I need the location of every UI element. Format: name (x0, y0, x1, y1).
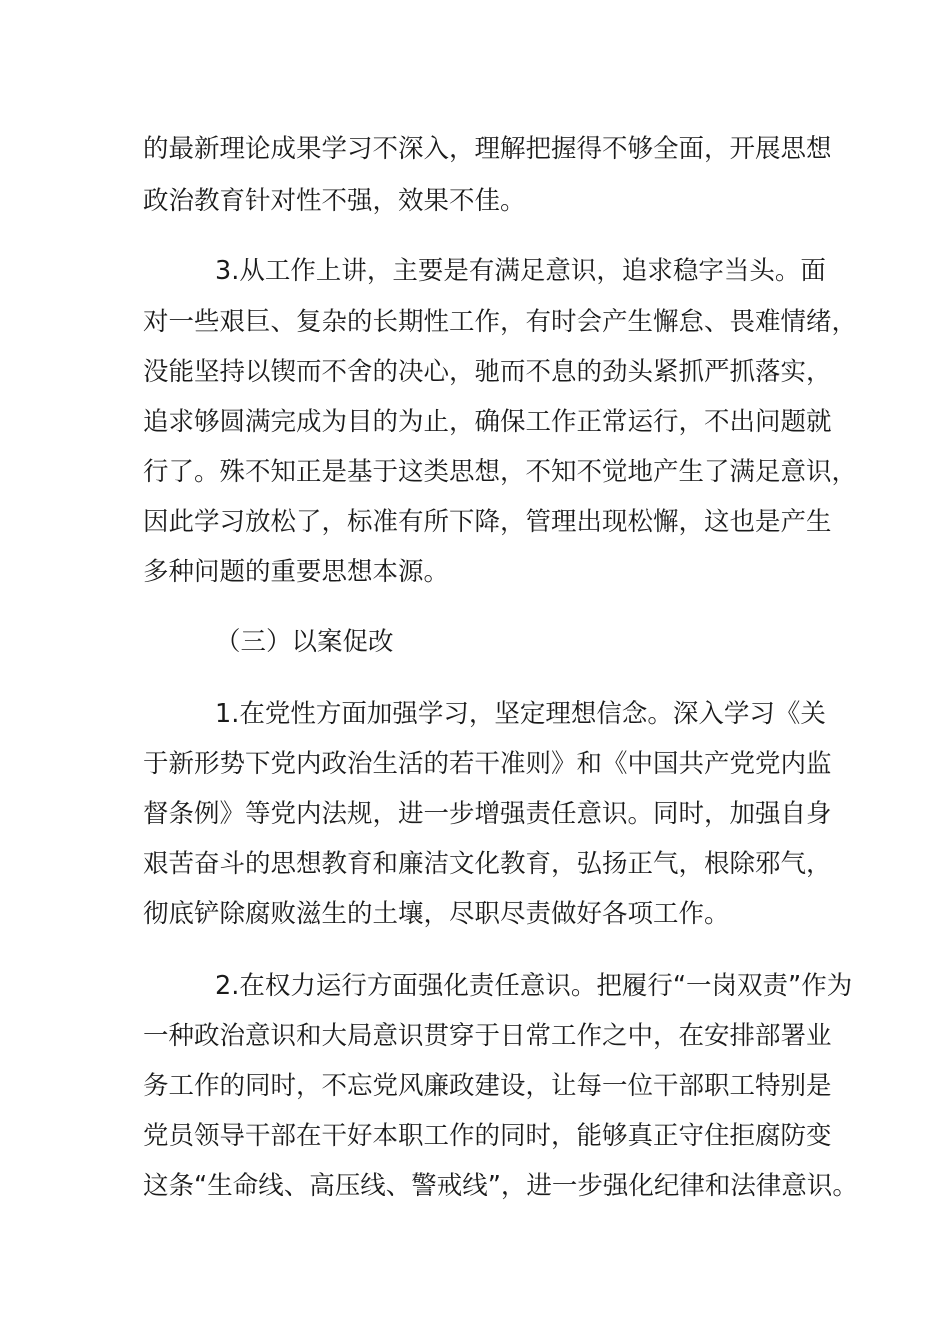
text-line: 行了。殊不知正是基于这类思想，不知不觉地产生了满足意识， (143, 457, 858, 487)
paragraph-start-line: 3.从工作上讲，主要是有满足意识，追求稳字当头。面 (215, 256, 826, 286)
text-line: 追求够圆满完成为目的为止，确保工作正常运行，不出问题就 (143, 407, 832, 437)
text-line: 政治教育针对性不强，效果不佳。 (143, 186, 526, 216)
text-line: 多种问题的重要思想本源。 (143, 557, 450, 587)
text-line: 党员领导干部在干好本职工作的同时，能够真正守住拒腐防变 (143, 1121, 832, 1151)
text-line: 对一些艰巨、复杂的长期性工作，有时会产生懈怠、畏难情绪， (143, 307, 858, 337)
text-line: 彻底铲除腐败滋生的土壤，尽职尽责做好各项工作。 (143, 899, 730, 929)
paragraph-start-line: 2.在权力运行方面强化责任意识。把履行“一岗双责”作为 (215, 971, 853, 1001)
paragraph-start-line: 1.在党性方面加强学习，坚定理想信念。深入学习《关 (215, 699, 826, 729)
text-line: 于新形势下党内政治生活的若干准则》和《中国共产党党内监 (143, 749, 832, 779)
text-line: 没能坚持以锲而不舍的决心，驰而不息的劲头紧抓严抓落实， (143, 357, 832, 387)
section-heading: （三）以案促改 (215, 627, 394, 657)
text-line: 艰苦奋斗的思想教育和廉洁文化教育，弘扬正气，根除邪气， (143, 849, 832, 879)
text-line: 的最新理论成果学习不深入，理解把握得不够全面，开展思想 (143, 134, 832, 164)
text-line: 督条例》等党内法规，进一步增强责任意识。同时，加强自身 (143, 799, 832, 829)
text-line: 这条“生命线、高压线、警戒线”，进一步强化纪律和法律意识。 (143, 1171, 858, 1201)
text-line: 因此学习放松了，标准有所下降，管理出现松懈，这也是产生 (143, 507, 832, 537)
text-line: 务工作的同时，不忘党风廉政建设，让每一位干部职工特别是 (143, 1071, 832, 1101)
text-line: 一种政治意识和大局意识贯穿于日常工作之中，在安排部署业 (143, 1021, 832, 1051)
